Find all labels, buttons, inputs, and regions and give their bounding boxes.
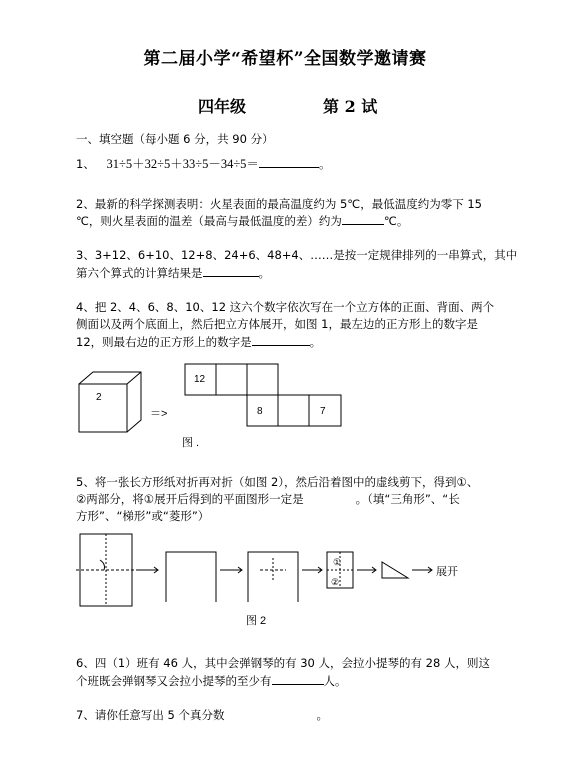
q5-options: 。（填“三角形”、“长 (355, 492, 460, 506)
q2-line1: 2、最新的科学探测表明：火星表面的最高温度约为 5℃，最低温度约为零下 15 (76, 197, 482, 211)
paper-step-2 (166, 552, 216, 602)
q6-line2 (76, 672, 347, 689)
q2-unit: ℃。 (383, 214, 409, 228)
q5-line2 (76, 491, 460, 507)
q3-end: 。 (258, 266, 270, 280)
fig2-unfold-label: 展开 (436, 566, 458, 578)
q6-end: 人。 (323, 674, 347, 688)
q4-line3 (76, 333, 321, 350)
q5-text: ②两部分，将①展开后得到的平面图形一定是 (76, 492, 304, 506)
q4-line1: 4、把 2、4、6、8、10、12 这六个数字依次写在一个立方体的正面、背面、两个 (76, 300, 495, 314)
q3-line2 (76, 264, 270, 281)
q1-answer-blank (259, 155, 319, 168)
cube-number: 2 (96, 392, 102, 403)
net-middle-number: 8 (257, 406, 263, 417)
q3-text: 第六个算式的计算结果是 (76, 266, 203, 280)
triangle-piece (382, 562, 408, 578)
q6-text: 个班既会弹钢琴又会拉小提琴的至少有 (76, 674, 272, 688)
figure-2 (70, 530, 490, 630)
q6-answer-blank (272, 672, 324, 685)
q4-answer-blank (252, 333, 310, 346)
q2-answer-blank (342, 212, 384, 225)
q4-line2: 侧面以及两个底面上，然后把立方体展开，如图 1，最左边的正方形上的数字是 (76, 317, 478, 331)
fig2-label-2: ② (331, 577, 340, 587)
q1-expression: 31÷5＋32÷5＋33÷5－34÷5＝ (106, 157, 259, 171)
q3-line1: 3、3+12、6+10、12+8、24+6、48+4、……是按一定规律排列的一串算式，其中 (76, 248, 518, 262)
cube-drawing (79, 372, 141, 432)
fig1-caption: 图 . (182, 437, 200, 449)
round-label: 第 2 试 (323, 97, 378, 116)
q6-line1: 6、四（1）班有 46 人，其中会弹钢琴的有 30 人，会拉小提琴的有 28 人，则这 (76, 656, 490, 670)
q4-text: 12，则最右边的正方形上的数字是 (76, 335, 252, 349)
q1-number: 1、 (76, 157, 95, 171)
net-top-number: 12 (194, 374, 206, 385)
grade-label: 四年级 (198, 97, 247, 116)
q3-answer-blank (203, 264, 259, 277)
q2-line2 (76, 212, 408, 229)
paper-step-1 (76, 534, 136, 606)
q2-text: ℃，则火星表面的温差（最高与最低温度的差）约为 (76, 214, 342, 228)
fig2-caption: 图 2 (246, 615, 267, 627)
page-title: 第二届小学“希望杯”全国数学邀请赛 (143, 49, 427, 69)
q5-line1: 5、将一张长方形纸对折再对折（如图 2），然后沿着图中的虚线剪下，得到①、 (76, 475, 479, 489)
section-heading: 一、填空题（每小题 6 分，共 90 分） (76, 132, 274, 146)
fig1-arrow: ＝> (150, 408, 168, 420)
q4-end: 。 (309, 335, 322, 349)
net-right-number: 7 (320, 406, 326, 417)
q7-text: 7、请你任意写出 5 个真分数 (76, 708, 225, 722)
question-7 (76, 707, 328, 723)
question-1 (76, 155, 330, 172)
q7-end: 。 (316, 708, 328, 722)
q1-end: 。 (318, 157, 331, 171)
paper-step-3 (248, 552, 298, 602)
cube-net (185, 364, 341, 426)
fig2-label-1: ① (333, 557, 342, 567)
q5-line3: 方形”、“梯形”或“菱形”） (76, 509, 210, 523)
figure-1 (70, 362, 360, 452)
